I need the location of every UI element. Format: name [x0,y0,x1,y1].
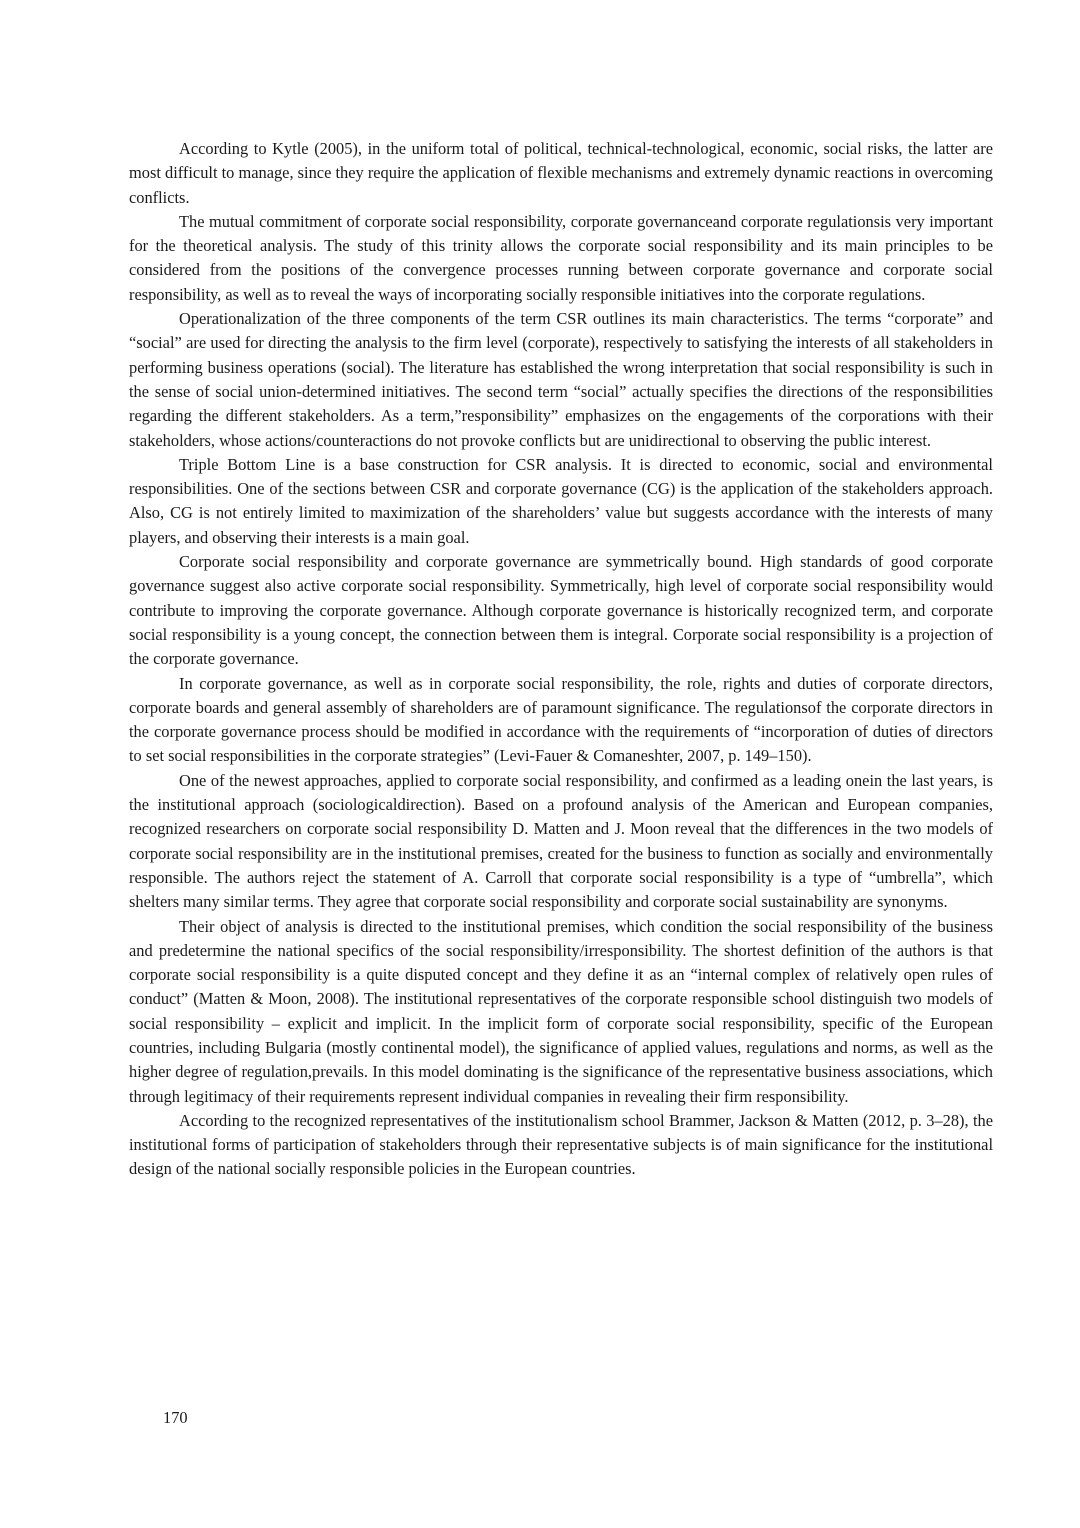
paragraph: Their object of analysis is directed to the institutional premises, which condition the social responsibility of the business and predetermine the national specifics of the social responsibility/irresponsibility. The shortest definition of the authors is that corporate social responsibility is a quite disputed concept and they define it as an “internal complex of relatively open rules of conduct” (Matten & Moon, 2008). The institutional representatives of the corporate responsible school distinguish two models of social responsibility – explicit and implicit. In the implicit form of corporate social responsibility, specific of the European countries, including Bulgaria (mostly continental model), the significance of applied values, regulations and norms, as well as the higher degree of regulation,prevails. In this model dominating is the significance of the representative business associations, which through legitimacy of their requirements represent individual companies in revealing their firm responsibility. [129,916,993,1106]
paragraph: Corporate social responsibility and corporate governance are symmetrically bound. High standards of good corporate governance suggest also active corporate social responsibility. Symmetrically, high level of corporate social responsibility would contribute to improving the corporate governance. Although corporate governance is historically recognized term, and corporate social responsibility is a young concept, the connection between them is integral. Corporate social responsibility is a projection of the corporate governance. [129,552,993,669]
body-text [129,137,993,1182]
paragraph: According to the recognized representatives of the institutionalism school Brammer, Jackson & Matten (2012, p. 3–28), the institutional forms of participation of stakeholders through their representative subjects is of main significance for the institutional design of the national socially responsible policies in the European countries. [129,1110,993,1179]
paragraph: One of the newest approaches, applied to corporate social responsibility, and confirmed as a leading onein the last years, is the institutional approach (sociologicaldirection). Based on a profound analysis of the American and European companies, recognized researchers on corporate social responsibility D. Matten and J. Moon reveal that the differences in the two models of corporate social responsibility are in the institutional premises, created for the business to function as socially and environmentally responsible. The authors reject the statement of A. Carroll that corporate social responsibility is a type of “umbrella”, which shelters many similar terms. They agree that corporate social responsibility and corporate social sustainability are synonyms. [129,770,993,912]
paragraph: In corporate governance, as well as in corporate social responsibility, the role, rights and duties of corporate directors, corporate boards and general assembly of shareholders are of paramount significance. The regulationsof the corporate directors in the corporate governance process should be modified in accordance with the requirements of “incorporation of duties of directors to set social responsibilities in the corporate strategies” (Levi-Fauer & Comaneshter, 2007, p. 149–150). [129,673,993,766]
paragraph: The mutual commitment of corporate social responsibility, corporate governanceand corporate regulationsis very important for the theoretical analysis. The study of this trinity allows the corporate social responsibility and its main principles to be considered from the positions of the convergence processes running between corporate governance and corporate social responsibility, as well as to reveal the ways of incorporating socially responsible initiatives into the corporate regulations. [129,211,993,304]
paragraph: According to Kytle (2005), in the uniform total of political, technical-technological, economic, social risks, the latter are most difficult to manage, since they require the application of flexible mechanisms and extremely dynamic reactions in overcoming conflicts. [129,139,993,207]
page-number: 170 [163,1408,188,1427]
paragraph: Operationalization of the three components of the term CSR outlines its main characteristics. The terms “corporate” and “social” are used for directing the analysis to the firm level (corporate), respectively to satisfying the interests of all stakeholders in performing business operations (social). The literature has established the wrong interpretation that social responsibility is such in the sense of social union-determined initiatives. The second term “social” actually specifies the directions of the responsibilities regarding the different stakeholders. As a term,”responsibility” emphasizes on the engagements of the corporations with their stakeholders, whose actions/counteractions do not provoke conflicts but are unidirectional to observing the public interest. [129,309,993,450]
paragraph: Triple Bottom Line is a base construction for CSR analysis. It is directed to economic, social and environmental responsibilities. One of the sections between CSR and corporate governance (CG) is the application of the stakeholders approach. Also, CG is not entirely limited to maximization of the shareholders’ value but suggests accordance with the interests of many players, and observing their interests is a main goal. [129,454,993,547]
